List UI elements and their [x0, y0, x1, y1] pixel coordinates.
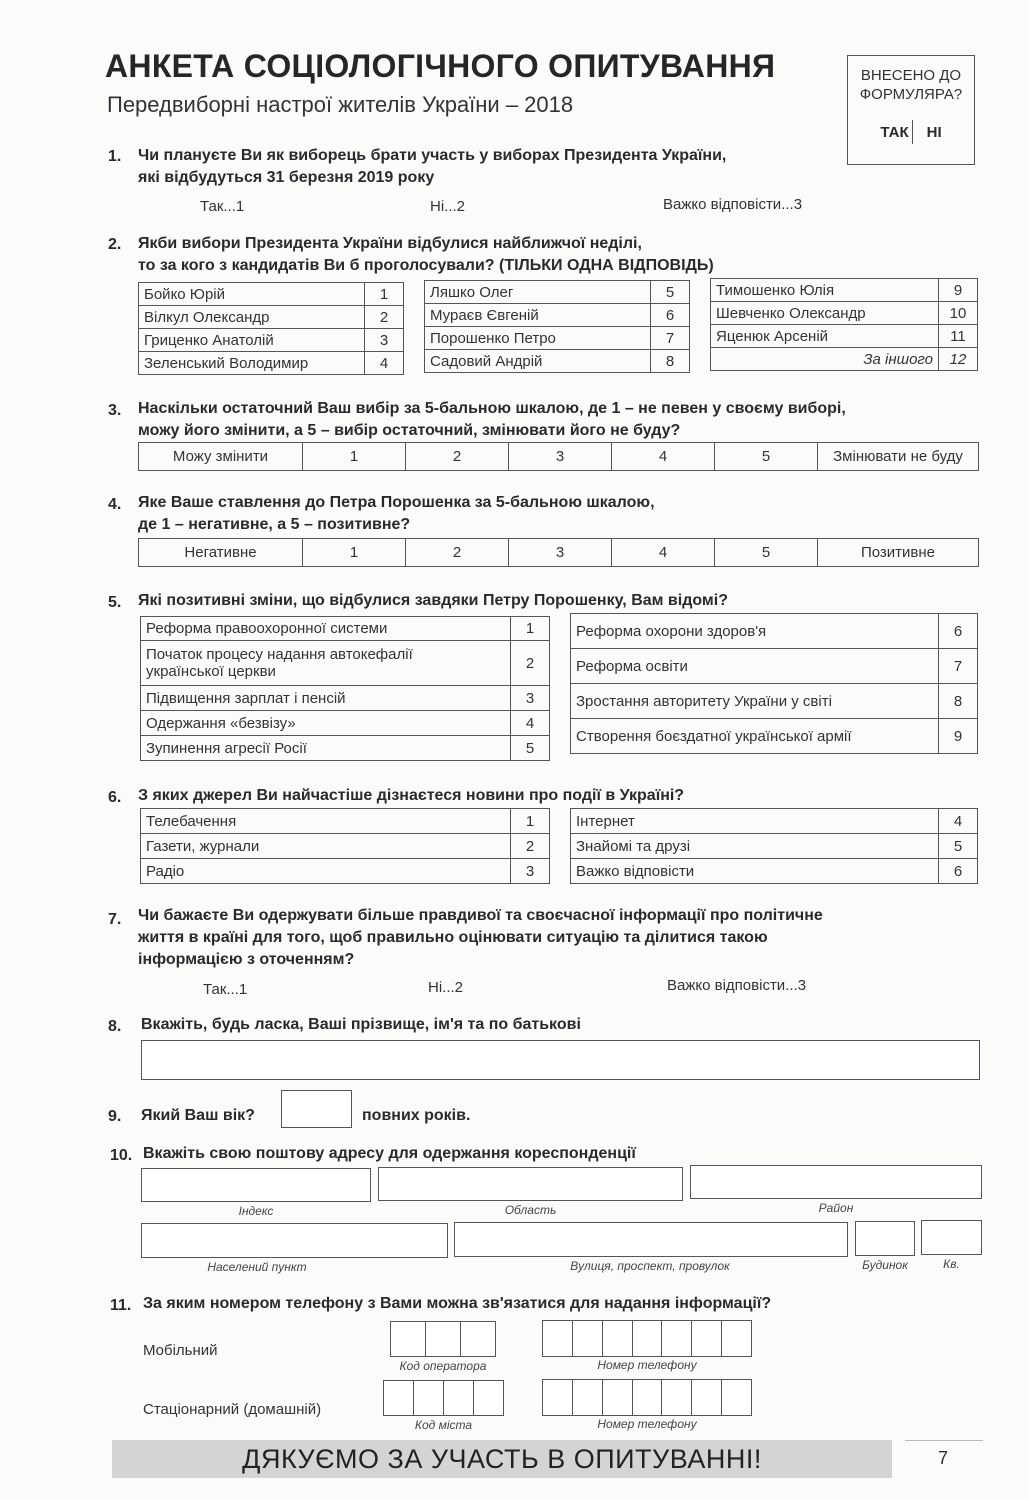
phone-number-caption: Номер телефону — [597, 1417, 697, 1431]
answer-option-yes[interactable]: Так...1 — [200, 198, 245, 215]
option-label: Підвищення зарплат і пенсій — [141, 686, 511, 711]
question-number: 3. — [108, 402, 122, 419]
question-number: 1. — [108, 148, 122, 165]
scale-point[interactable]: 4 — [612, 443, 715, 471]
answer-code[interactable]: 7 — [939, 649, 978, 684]
page-number: 7 — [938, 1448, 949, 1468]
candidate-row[interactable] — [139, 329, 404, 352]
option-row[interactable] — [141, 736, 550, 761]
full-name-field[interactable] — [141, 1040, 980, 1080]
candidate-row[interactable] — [711, 279, 978, 302]
question-6-text: З яких джерел Ви найчастіше дізнаєтеся новини про події в Україні? — [138, 787, 685, 804]
answer-code[interactable]: 6 — [939, 859, 978, 884]
question-text-line: Яке Ваше ставлення до Петра Порошенка за 5-бальною шкалою, — [138, 494, 655, 511]
answer-code[interactable]: 1 — [511, 809, 550, 834]
option-label: Газети, журнали — [141, 834, 511, 859]
option-label: Зростання авторитету України у світі — [571, 684, 939, 719]
option-label-line: української церкви — [146, 663, 276, 680]
question-text-line: які відбудуться 31 березня 2019 року — [138, 169, 435, 186]
question-5-text: Які позитивні зміни, що відбулися завдяки Петру Порошенку, Вам відомі? — [138, 592, 728, 609]
answer-code[interactable]: 1 — [365, 283, 404, 306]
answer-code[interactable]: 10 — [939, 302, 978, 325]
candidate-name: Порошенко Петро — [425, 327, 651, 350]
question-10-text: Вкажіть свою поштову адресу для одержання кореспонденції — [143, 1145, 636, 1162]
candidates-table-1 — [138, 282, 404, 375]
answer-code[interactable]: 3 — [511, 859, 550, 884]
option-row[interactable] — [141, 617, 550, 641]
stamp-yes-option[interactable]: ТАК — [880, 124, 909, 141]
footer-thanks: ДЯКУЄМО ЗА УЧАСТЬ В ОПИТУВАННІ! — [242, 1444, 762, 1474]
positive-changes-table-left — [140, 616, 550, 761]
question-text-line: Якби вибори Президента України відбулися найближчої неділі, — [138, 235, 642, 252]
option-row[interactable] — [571, 834, 978, 859]
building-field[interactable] — [855, 1221, 915, 1256]
scale-point[interactable]: 5 — [715, 443, 818, 471]
option-label: Зупинення агресії Росії — [141, 736, 511, 761]
question-8-text: Вкажіть, будь ласка, Ваші прізвище, ім'я та по батькові — [141, 1016, 581, 1033]
question-number: 7. — [108, 911, 122, 928]
question-number: 11. — [110, 1297, 132, 1314]
page-subtitle: Передвиборні настрої жителів України – 2018 — [107, 92, 574, 117]
candidate-row[interactable] — [711, 348, 978, 371]
candidates-table-3 — [710, 278, 978, 371]
option-label: Знайомі та друзі — [571, 834, 939, 859]
option-row[interactable] — [571, 649, 978, 684]
news-sources-table-right — [570, 808, 978, 884]
option-label: Телебачення — [141, 809, 511, 834]
question-number: 9. — [108, 1108, 122, 1125]
age-field[interactable] — [281, 1090, 352, 1128]
candidate-name: Тимошенко Юлія — [711, 279, 939, 302]
city-code-caption: Код міста — [414, 1418, 473, 1432]
choice-certainty-scale — [138, 442, 979, 471]
question-4-text — [138, 492, 655, 536]
option-label: Радіо — [141, 859, 511, 884]
answer-code[interactable]: 2 — [365, 306, 404, 329]
question-text-line: де 1 – негативне, а 5 – позитивне? — [138, 516, 411, 533]
candidate-name: Яценюк Арсеній — [711, 325, 939, 348]
answer-code[interactable]: 2 — [511, 834, 550, 859]
positive-changes-table-right — [570, 613, 978, 754]
question-number: 6. — [108, 789, 122, 806]
phone-number-caption: Номер телефону — [597, 1358, 697, 1372]
postal-index-caption: Індекс — [238, 1204, 274, 1218]
candidate-row[interactable] — [425, 304, 690, 327]
candidate-row[interactable] — [139, 306, 404, 329]
question-text-line: то за кого з кандидатів Ви б проголосували? (ТІЛЬКИ ОДНА ВІДПОВІДЬ) — [138, 257, 714, 274]
answer-code[interactable]: 5 — [511, 736, 550, 761]
option-row[interactable] — [571, 684, 978, 719]
scale-label-max: Змінювати не буду — [818, 443, 979, 471]
scale-point[interactable]: 1 — [303, 443, 406, 471]
question-text-line: Наскільки остаточний Ваш вибір за 5-бальною шкалою, де 1 – не певен у своєму виборі, — [138, 400, 846, 417]
question-text-line: Чи плануєте Ви як виборець брати участь у виборах Президента України, — [138, 147, 727, 164]
answer-code[interactable]: 7 — [651, 327, 690, 350]
answer-code[interactable]: 1 — [511, 617, 550, 641]
answer-code[interactable]: 5 — [651, 281, 690, 304]
answer-code[interactable]: 9 — [939, 719, 978, 754]
stamp-no-option[interactable]: НІ — [926, 124, 942, 141]
apartment-field[interactable] — [921, 1220, 982, 1255]
region-field[interactable] — [378, 1167, 683, 1201]
candidate-name: Садовий Андрій — [425, 350, 651, 373]
answer-code[interactable]: 3 — [511, 686, 550, 711]
option-row[interactable] — [141, 834, 550, 859]
street-field[interactable] — [454, 1222, 848, 1257]
region-caption: Область — [504, 1203, 557, 1217]
scale-point[interactable]: 5 — [715, 539, 818, 567]
scale-point[interactable]: 2 — [406, 539, 509, 567]
option-label: Інтернет — [571, 809, 939, 834]
mobile-operator-code-field[interactable] — [390, 1321, 496, 1357]
district-caption: Район — [818, 1201, 854, 1215]
option-label: Реформа охорони здоров'я — [571, 614, 939, 649]
scale-point[interactable]: 4 — [612, 539, 715, 567]
scale-label-min: Можу змінити — [139, 443, 303, 471]
question-11-text: За яким номером телефону з Вами можна зв'язатися для надання інформації? — [143, 1295, 772, 1312]
candidate-name: Вілкул Олександр — [139, 306, 365, 329]
candidate-row[interactable] — [711, 302, 978, 325]
answer-option-no[interactable]: Ні...2 — [428, 979, 464, 996]
question-text-line: можу його змінити, а 5 – вибір остаточний, змінювати його не буду? — [138, 422, 681, 439]
option-row[interactable] — [571, 809, 978, 834]
mobile-number-field[interactable] — [542, 1320, 752, 1357]
mobile-label: Мобільний — [143, 1342, 218, 1359]
option-label — [141, 641, 511, 686]
landline-label: Стаціонарний (домашній) — [143, 1401, 322, 1418]
option-label: Важко відповісти — [571, 859, 939, 884]
candidate-name: Зеленський Володимир — [139, 352, 365, 375]
page-number-rule — [905, 1440, 983, 1441]
option-label: Реформа освіти — [571, 649, 939, 684]
landline-number-field[interactable] — [542, 1379, 752, 1416]
district-field[interactable] — [690, 1165, 982, 1199]
option-row[interactable] — [571, 859, 978, 884]
question-9-text: Який Ваш вік? — [141, 1107, 255, 1124]
candidate-row[interactable] — [139, 352, 404, 375]
answer-code[interactable]: 12 — [939, 348, 978, 371]
scale-point[interactable]: 1 — [303, 539, 406, 567]
answer-code[interactable]: 8 — [939, 684, 978, 719]
option-label-line: Початок процесу надання автокефалії — [146, 646, 413, 663]
candidate-name: Шевченко Олександр — [711, 302, 939, 325]
question-1-text — [138, 145, 726, 189]
answer-code[interactable]: 4 — [365, 352, 404, 375]
scale-point[interactable]: 2 — [406, 443, 509, 471]
option-label: Створення боєздатної української армії — [571, 719, 939, 754]
stamp-line-2: ФОРМУЛЯРА? — [859, 86, 963, 103]
option-row[interactable] — [141, 711, 550, 736]
option-row[interactable] — [571, 719, 978, 754]
question-text-line: інформацією з оточенням? — [138, 951, 355, 968]
candidate-name: Мураєв Євгеній — [425, 304, 651, 327]
candidate-row[interactable] — [425, 281, 690, 304]
question-number: 8. — [108, 1018, 122, 1035]
candidate-name: Гриценко Анатолій — [139, 329, 365, 352]
option-row[interactable] — [141, 809, 550, 834]
answer-code[interactable]: 5 — [939, 834, 978, 859]
candidate-name-other: За іншого — [711, 348, 939, 371]
page-title: АНКЕТА СОЦІОЛОГІЧНОГО ОПИТУВАННЯ — [105, 48, 776, 84]
candidate-row[interactable] — [711, 325, 978, 348]
building-caption: Будинок — [862, 1258, 908, 1272]
option-row[interactable] — [141, 641, 550, 686]
apartment-caption: Кв. — [943, 1257, 960, 1271]
answer-code[interactable]: 3 — [365, 329, 404, 352]
option-row[interactable] — [141, 859, 550, 884]
scale-label-max: Позитивне — [818, 539, 979, 567]
stamp-divider — [912, 120, 913, 144]
attitude-scale — [138, 538, 979, 567]
scale-label-min: Негативне — [139, 539, 303, 567]
answer-option-hard-to-say[interactable]: Важко відповісти...3 — [667, 977, 807, 994]
stamp-line-1: ВНЕСЕНО ДО — [860, 67, 962, 84]
candidates-table-2 — [424, 280, 690, 373]
candidate-row[interactable] — [425, 350, 690, 373]
city-code-field[interactable] — [383, 1380, 504, 1416]
question-3-text — [138, 398, 846, 442]
answer-code[interactable]: 6 — [939, 614, 978, 649]
answer-code[interactable]: 6 — [651, 304, 690, 327]
answer-code[interactable]: 9 — [939, 279, 978, 302]
question-number: 4. — [108, 496, 122, 513]
question-number: 2. — [108, 236, 122, 253]
question-text-line: Чи бажаєте Ви одержувати більше правдивої та своєчасної інформації про політичне — [138, 907, 823, 924]
question-2-text — [138, 233, 714, 277]
answer-option-yes[interactable]: Так...1 — [203, 981, 248, 998]
settlement-caption: Населений пункт — [207, 1260, 307, 1274]
answer-code[interactable]: 11 — [939, 325, 978, 348]
question-text-line: життя в країні для того, щоб правильно оцінювати ситуацію та ділитися такою — [138, 929, 768, 946]
answer-code[interactable]: 8 — [651, 350, 690, 373]
question-number: 5. — [108, 594, 122, 611]
option-row[interactable] — [571, 614, 978, 649]
answer-code[interactable]: 4 — [511, 711, 550, 736]
form-entry-stamp — [847, 55, 975, 165]
age-suffix: повних років. — [362, 1107, 471, 1124]
operator-code-caption: Код оператора — [399, 1359, 487, 1373]
answer-option-no[interactable]: Ні...2 — [430, 198, 466, 215]
answer-option-hard-to-say[interactable]: Важко відповісти...3 — [663, 196, 803, 213]
question-7-text — [138, 905, 823, 971]
option-label: Реформа правоохоронної системи — [141, 617, 511, 641]
news-sources-table-left — [140, 808, 550, 884]
scale-point[interactable]: 3 — [509, 539, 612, 567]
answer-code[interactable]: 4 — [939, 809, 978, 834]
settlement-field[interactable] — [141, 1223, 448, 1258]
candidate-name: Ляшко Олег — [425, 281, 651, 304]
street-caption: Вулиця, проспект, провулок — [570, 1259, 730, 1273]
scale-point[interactable]: 3 — [509, 443, 612, 471]
question-number: 10. — [110, 1147, 133, 1164]
candidate-name: Бойко Юрій — [139, 283, 365, 306]
option-label: Одержання «безвізу» — [141, 711, 511, 736]
candidate-row[interactable] — [425, 327, 690, 350]
answer-code[interactable]: 2 — [511, 641, 550, 686]
option-row[interactable] — [141, 686, 550, 711]
candidate-row[interactable] — [139, 283, 404, 306]
postal-index-field[interactable] — [141, 1168, 371, 1202]
